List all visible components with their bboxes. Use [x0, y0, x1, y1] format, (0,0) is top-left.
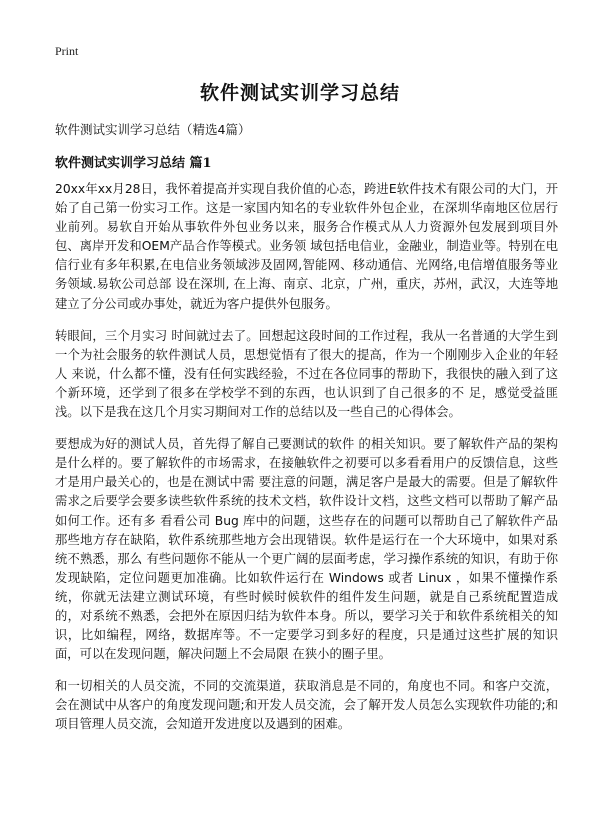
paragraph: 要想成为好的测试人员，首先得了解自己要测试的软件 的相关知识。要了解软件产品的架构是什么样的。要了解软件的市场需求，在接触软件之初要可以多看看用户的反馈信息，这些才是用户最关心的，也是在测试中需 要注意的问题，满足客户是最大的需要。但是了解软件需求之后要学会要多读些软件系统的技术文档，软件设计文档，这些文档可以帮助了解产品如何工作。还有多 看看公司 Bug 库中的问题，这些存在的问题可以帮助自己了解软件产品那些地方存在缺陷，软件系统那些地方会出现错误。软件是运行在一个大环境中，如果对系统不熟悉，那么 有些问题你不能从一个更广阔的层面考虑，学习操作系统的知识，有助于你发现缺陷，定位问题更加准确。比如软件运行在 Windows 或者 Linux ，如果不懂操作系统，你就无法建立测试环境，有些时候时候软件的组件发生问题，就是自己系统配置造成的，对系统不熟悉，会把外在原因归结为软件本身。所以，要学习关于和软件系统相关的知识，比如编程，网络，数据库等。不一定要学习到多好的程度，只是通过这些扩展的知识面，可以在发现问题，解决问题上不会局限 在狭小的圈子里。 [55, 437, 558, 662]
document-subtitle: 软件测试实训学习总结（精选4篇） [55, 122, 251, 137]
paragraph: 20xx年xx月28日，我怀着提高并实现自我价值的心态，跨进E软件技术有限公司的大门，开始了自己第一份实习工作。这是一家国内知名的专业软件外包企业，在深圳华南地区位居行业前列。易软自开始从事软件外包业务以来，服务合作模式从人力资源外包发展到项目外包、离岸开发和OEM产品合作等模式。业务领 域包括电信业，金融业，制造业等。特别在电信行业有多年积累,在电信业务领域涉及固网,智能网、移动通信、光网络,电信增值服务等业务领域.易软公司总部 设在深圳, 在上海、南京、北京，广州，重庆，苏州，武汉，大连等地建立了分公司或办事处，就近为客户提供外包服务。 [55, 182, 558, 311]
paragraph: 转眼间，三个月实习 时间就过去了。回想起这段时间的工作过程，我从一名普通的大学生到一个为社会服务的软件测试人员，思想觉悟有了很大的提高，作为一个刚刚步入企业的年轻人 来说，什么都不懂，没有任何实践经验，不过在各位同事的帮助下，我很快的融入到了这个新环境，还学到了很多在学校学不到的东西，也认识到了自己很多的不 足，感觉受益匪浅。以下是我在这几个月实习期间对工作的总结以及一些自己的心得体会。 [55, 328, 558, 420]
print-link[interactable]: Print [55, 44, 79, 58]
paragraph: 和一切相关的人员交流，不同的交流渠道，获取消息是不同的，角度也不同。和客户交流，会在测试中从客户的角度发现问题;和开发人员交流，会了解开发人员怎么实现软件功能的;和项目管理人员交流，会知道开发进度以及遇到的困难。 [55, 679, 558, 732]
article-body [55, 180, 558, 748]
section-heading: 软件测试实训学习总结 篇1 [55, 156, 212, 171]
page-title: 软件测试实训学习总结 [199, 82, 400, 104]
